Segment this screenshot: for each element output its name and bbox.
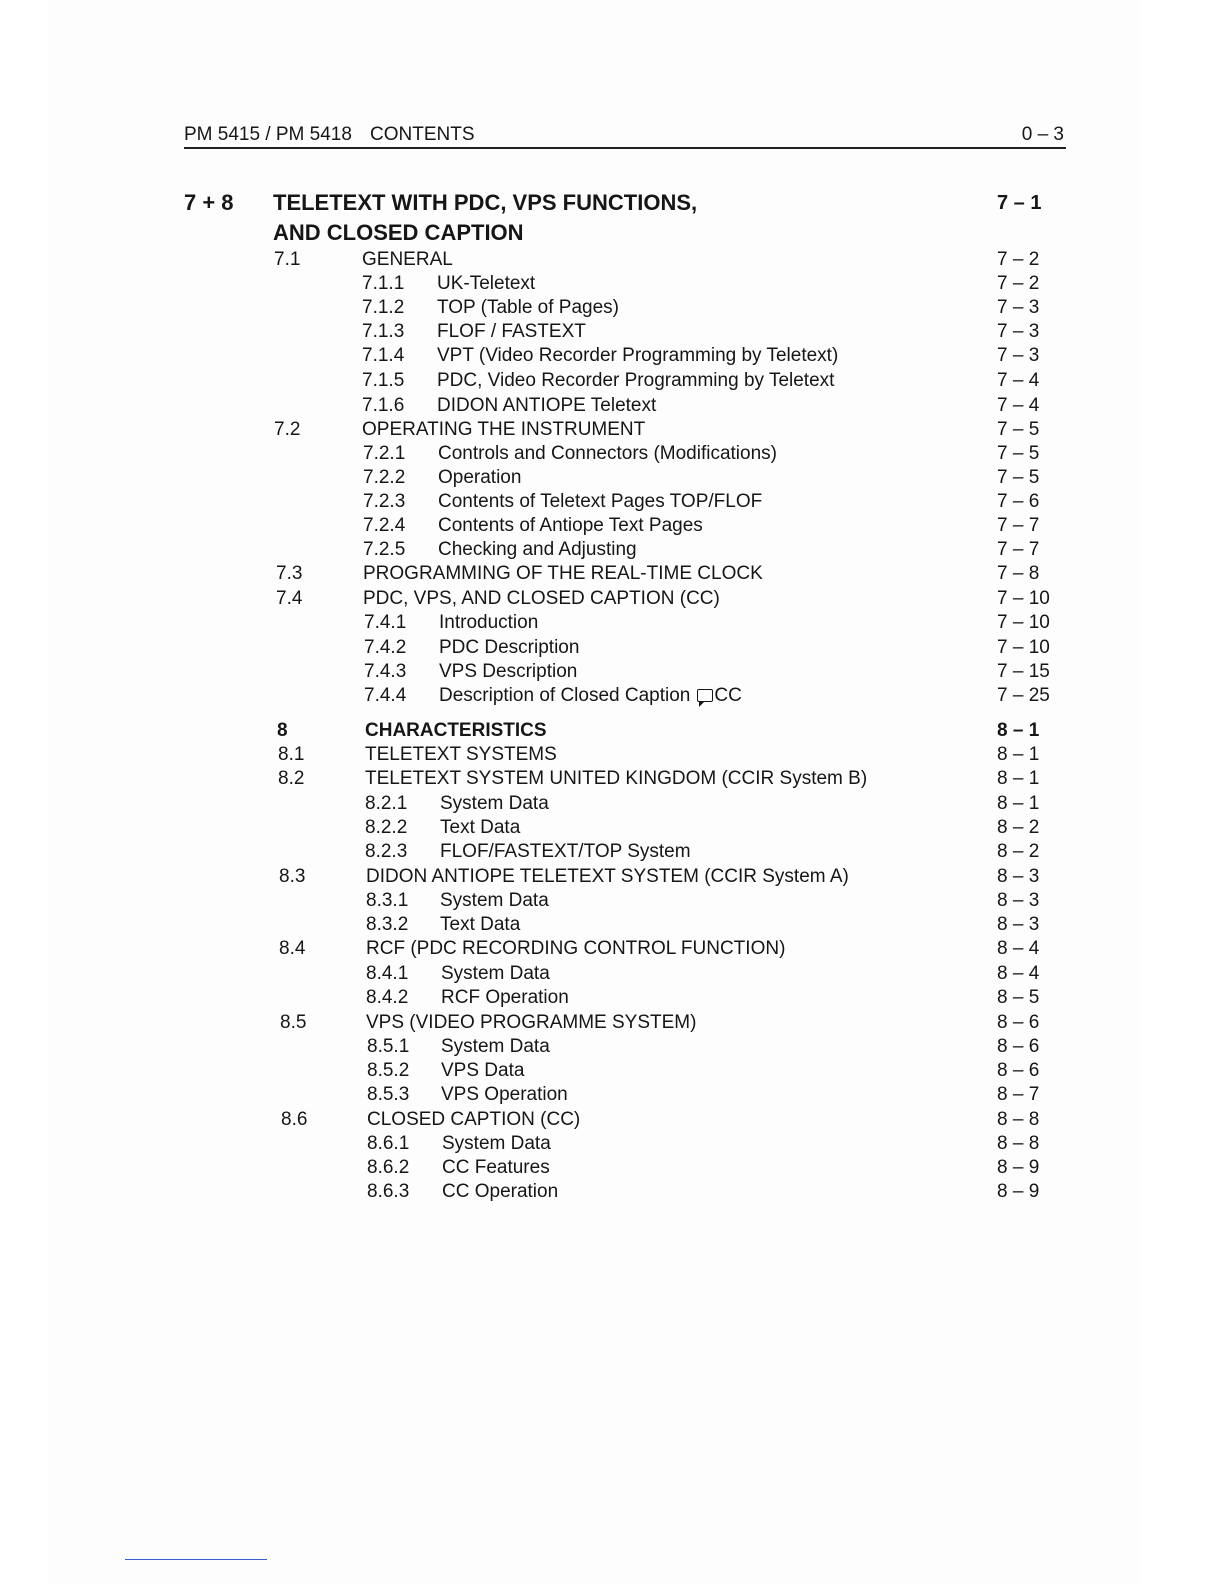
toc-entry xyxy=(0,1108,1224,1132)
toc-entry xyxy=(0,816,1224,840)
entry-number: 8.6 xyxy=(281,1109,308,1130)
entry-title: System Data xyxy=(441,963,550,984)
entry-page: 7 – 7 xyxy=(997,515,1040,536)
entry-page: 8 – 7 xyxy=(997,1084,1040,1105)
entry-title: TOP (Table of Pages) xyxy=(437,297,620,318)
entry-page: 8 – 1 xyxy=(997,744,1040,765)
toc-entry xyxy=(0,889,1224,913)
entry-number: 7.4.2 xyxy=(364,637,407,658)
toc-entry xyxy=(0,394,1224,418)
toc-entry xyxy=(0,913,1224,937)
chapter-number: 7 + 8 xyxy=(184,190,234,215)
entry-title: Operation xyxy=(438,467,522,488)
entry-title: FLOF/FASTEXT/TOP System xyxy=(440,841,691,862)
toc-entry xyxy=(0,466,1224,490)
entry-page: 7 – 8 xyxy=(997,563,1040,584)
entry-page: 8 – 9 xyxy=(997,1157,1040,1178)
header-title: CONTENTS xyxy=(370,124,475,145)
page-header xyxy=(184,120,1066,148)
entry-title: GENERAL xyxy=(362,249,453,270)
entry-title: Controls and Connectors (Modifications) xyxy=(438,443,777,464)
toc-entry xyxy=(0,418,1224,442)
entry-page: 8 – 1 xyxy=(997,768,1040,789)
chapter-heading-7-8 xyxy=(0,188,1224,218)
entry-page: 8 – 9 xyxy=(997,1181,1040,1202)
toc-entry xyxy=(0,840,1224,864)
toc-entry xyxy=(0,369,1224,393)
entry-number: 8.2.1 xyxy=(365,793,408,814)
entry-number: 8.4.2 xyxy=(366,987,409,1008)
entry-number: 8.6.3 xyxy=(367,1181,410,1202)
entry-number: 8.5.3 xyxy=(367,1084,410,1105)
toc-entry xyxy=(0,1180,1224,1204)
entry-page: 8 – 6 xyxy=(997,1012,1040,1033)
header-model: PM 5415 / PM 5418 xyxy=(184,124,352,145)
chapter-title: CHARACTERISTICS xyxy=(365,720,547,741)
entry-title: CC Features xyxy=(442,1157,550,1178)
toc-entry xyxy=(0,320,1224,344)
entry-title: PROGRAMMING OF THE REAL-TIME CLOCK xyxy=(363,563,763,584)
entry-number: 7.2 xyxy=(274,419,301,440)
entry-page: 7 – 5 xyxy=(997,443,1040,464)
entry-page: 7 – 15 xyxy=(997,661,1050,682)
entry-page: 7 – 5 xyxy=(997,467,1040,488)
entry-title: Description of Closed Caption xyxy=(439,685,691,706)
toc-entry xyxy=(0,1132,1224,1156)
entry-title: OPERATING THE INSTRUMENT xyxy=(362,419,646,440)
entry-page: 7 – 4 xyxy=(997,370,1040,391)
entry-page: 7 – 10 xyxy=(997,637,1050,658)
entry-page: 7 – 10 xyxy=(997,612,1050,633)
entry-title: FLOF / FASTEXT xyxy=(437,321,586,342)
toc-entry xyxy=(0,865,1224,889)
entry-number: 7.2.3 xyxy=(363,491,406,512)
entry-number: 8.3.1 xyxy=(366,890,409,911)
entry-title: PDC, VPS, AND CLOSED CAPTION (CC) xyxy=(363,588,720,609)
toc-entry xyxy=(0,986,1224,1010)
entry-page: 7 – 3 xyxy=(997,345,1040,366)
entry-number: 7.2.5 xyxy=(363,539,406,560)
entry-page: 8 – 2 xyxy=(997,841,1040,862)
entry-page: 7 – 2 xyxy=(997,249,1040,270)
entry-title: Contents of Antiope Text Pages xyxy=(438,515,703,536)
entry-title: Contents of Teletext Pages TOP/FLOF xyxy=(438,491,763,512)
entry-title: RCF (PDC RECORDING CONTROL FUNCTION) xyxy=(366,938,786,959)
entry-number: 7.2.2 xyxy=(363,467,406,488)
toc-entry xyxy=(0,660,1224,684)
entry-number: 8.4.1 xyxy=(366,963,409,984)
entry-number: 8.6.1 xyxy=(367,1133,410,1154)
entry-page: 8 – 8 xyxy=(997,1133,1040,1154)
entry-number: 8.2.2 xyxy=(365,817,408,838)
entry-page: 8 – 4 xyxy=(997,963,1040,984)
entry-title: CLOSED CAPTION (CC) xyxy=(367,1109,581,1130)
entry-number: 7.1.1 xyxy=(362,273,405,294)
chapter-page: 8 – 1 xyxy=(997,720,1040,741)
toc-entry xyxy=(0,272,1224,296)
entry-number: 7.1.6 xyxy=(362,395,405,416)
entry-number: 7.1.2 xyxy=(362,297,405,318)
toc-entry xyxy=(0,442,1224,466)
toc-entry xyxy=(0,684,1224,708)
entry-title: System Data xyxy=(442,1133,551,1154)
entry-number: 7.4.3 xyxy=(364,661,407,682)
entry-number: 7.1 xyxy=(274,249,301,270)
entry-title: PDC, Video Recorder Programming by Teletext xyxy=(437,370,835,391)
entry-number: 7.4 xyxy=(276,588,303,609)
entry-page: 7 – 4 xyxy=(997,395,1040,416)
entry-page: 8 – 5 xyxy=(997,987,1040,1008)
entry-title: RCF Operation xyxy=(441,987,569,1008)
entry-page: 8 – 2 xyxy=(997,817,1040,838)
chapter-heading-7-8-line2 xyxy=(0,218,1224,248)
entry-number: 7.2.1 xyxy=(363,443,406,464)
chapter-heading-8 xyxy=(0,719,1224,743)
entry-number: 7.1.4 xyxy=(362,345,405,366)
toc-entry xyxy=(0,1156,1224,1180)
entry-page: 7 – 10 xyxy=(997,588,1050,609)
toc-entry xyxy=(0,248,1224,272)
entry-number: 8.3 xyxy=(279,866,306,887)
entry-title: UK-Teletext xyxy=(437,273,536,294)
toc-entry xyxy=(0,490,1224,514)
entry-page: 8 – 4 xyxy=(997,938,1040,959)
entry-number: 7.3 xyxy=(276,563,303,584)
entry-number: 8.2.3 xyxy=(365,841,408,862)
toc-entry xyxy=(0,562,1224,586)
entry-number: 8.5 xyxy=(280,1012,307,1033)
toc-entry xyxy=(0,636,1224,660)
toc-entry xyxy=(0,296,1224,320)
toc-entry xyxy=(0,743,1224,767)
entry-title: Checking and Adjusting xyxy=(438,539,637,560)
entry-page: 8 – 6 xyxy=(997,1036,1040,1057)
entry-page: 8 – 3 xyxy=(997,866,1040,887)
entry-number: 8.5.1 xyxy=(367,1036,410,1057)
entry-number: 8.4 xyxy=(279,938,306,959)
entry-title: TELETEXT SYSTEMS xyxy=(365,744,557,765)
entry-number: 7.4.4 xyxy=(364,685,407,706)
entry-title: VPS Data xyxy=(441,1060,525,1081)
entry-page: 8 – 8 xyxy=(997,1109,1040,1130)
entry-title: Text Data xyxy=(440,914,521,935)
header-page-number: 0 – 3 xyxy=(1021,124,1064,145)
footer-rule xyxy=(125,1559,267,1560)
chapter-page: 7 – 1 xyxy=(997,192,1042,214)
toc-entry xyxy=(0,587,1224,611)
entry-title: System Data xyxy=(440,890,549,911)
entry-title: DIDON ANTIOPE Teletext xyxy=(437,395,657,416)
entry-number: 8.6.2 xyxy=(367,1157,410,1178)
toc-entry xyxy=(0,1083,1224,1107)
chapter-title-line1: TELETEXT WITH PDC, VPS FUNCTIONS, xyxy=(273,190,698,215)
entry-number: 8.5.2 xyxy=(367,1060,410,1081)
entry-title: VPT (Video Recorder Programming by Teletext) xyxy=(437,345,839,366)
entry-page: 8 – 6 xyxy=(997,1060,1040,1081)
toc-entry xyxy=(0,767,1224,791)
toc-entry xyxy=(0,1059,1224,1083)
toc-entry xyxy=(0,1035,1224,1059)
entry-number: 7.2.4 xyxy=(363,515,406,536)
entry-title-suffix: CC xyxy=(714,685,742,706)
chapter-title-line2: AND CLOSED CAPTION xyxy=(273,220,524,245)
entry-number: 7.4.1 xyxy=(364,612,407,633)
entry-page: 7 – 2 xyxy=(997,273,1040,294)
entry-number: 8.1 xyxy=(278,744,305,765)
entry-page: 8 – 3 xyxy=(997,914,1040,935)
entry-page: 7 – 25 xyxy=(997,685,1050,706)
entry-page: 8 – 1 xyxy=(997,793,1040,814)
entry-title: Text Data xyxy=(440,817,521,838)
entry-title: Introduction xyxy=(439,612,539,633)
entry-title: System Data xyxy=(441,1036,550,1057)
toc-entry xyxy=(0,1011,1224,1035)
toc-entry xyxy=(0,792,1224,816)
entry-title-group xyxy=(439,684,742,708)
toc-entry xyxy=(0,962,1224,986)
toc-entry xyxy=(0,611,1224,635)
entry-number: 8.3.2 xyxy=(366,914,409,935)
entry-title: VPS Operation xyxy=(441,1084,568,1105)
entry-page: 7 – 7 xyxy=(997,539,1040,560)
entry-page: 7 – 6 xyxy=(997,491,1040,512)
toc-entry xyxy=(0,538,1224,562)
entry-page: 7 – 3 xyxy=(997,297,1040,318)
entry-title: PDC Description xyxy=(439,637,580,658)
entry-title: DIDON ANTIOPE TELETEXT SYSTEM (CCIR System A) xyxy=(366,866,849,887)
entry-page: 7 – 5 xyxy=(997,419,1040,440)
entry-page: 8 – 3 xyxy=(997,890,1040,911)
entry-number: 7.1.5 xyxy=(362,370,405,391)
entry-page: 7 – 3 xyxy=(997,321,1040,342)
entry-title: TELETEXT SYSTEM UNITED KINGDOM (CCIR System B) xyxy=(365,768,868,789)
chapter-number: 8 xyxy=(277,720,288,741)
toc-entry xyxy=(0,937,1224,961)
entry-title: System Data xyxy=(440,793,549,814)
entry-title: VPS (VIDEO PROGRAMME SYSTEM) xyxy=(366,1012,697,1033)
toc-entry xyxy=(0,344,1224,368)
entry-number: 7.1.3 xyxy=(362,321,405,342)
toc-entry xyxy=(0,514,1224,538)
entry-title: CC Operation xyxy=(442,1181,559,1202)
entry-number: 8.2 xyxy=(278,768,305,789)
closed-caption-icon xyxy=(697,689,713,702)
entry-title: VPS Description xyxy=(439,661,578,682)
header-rule xyxy=(184,147,1066,149)
